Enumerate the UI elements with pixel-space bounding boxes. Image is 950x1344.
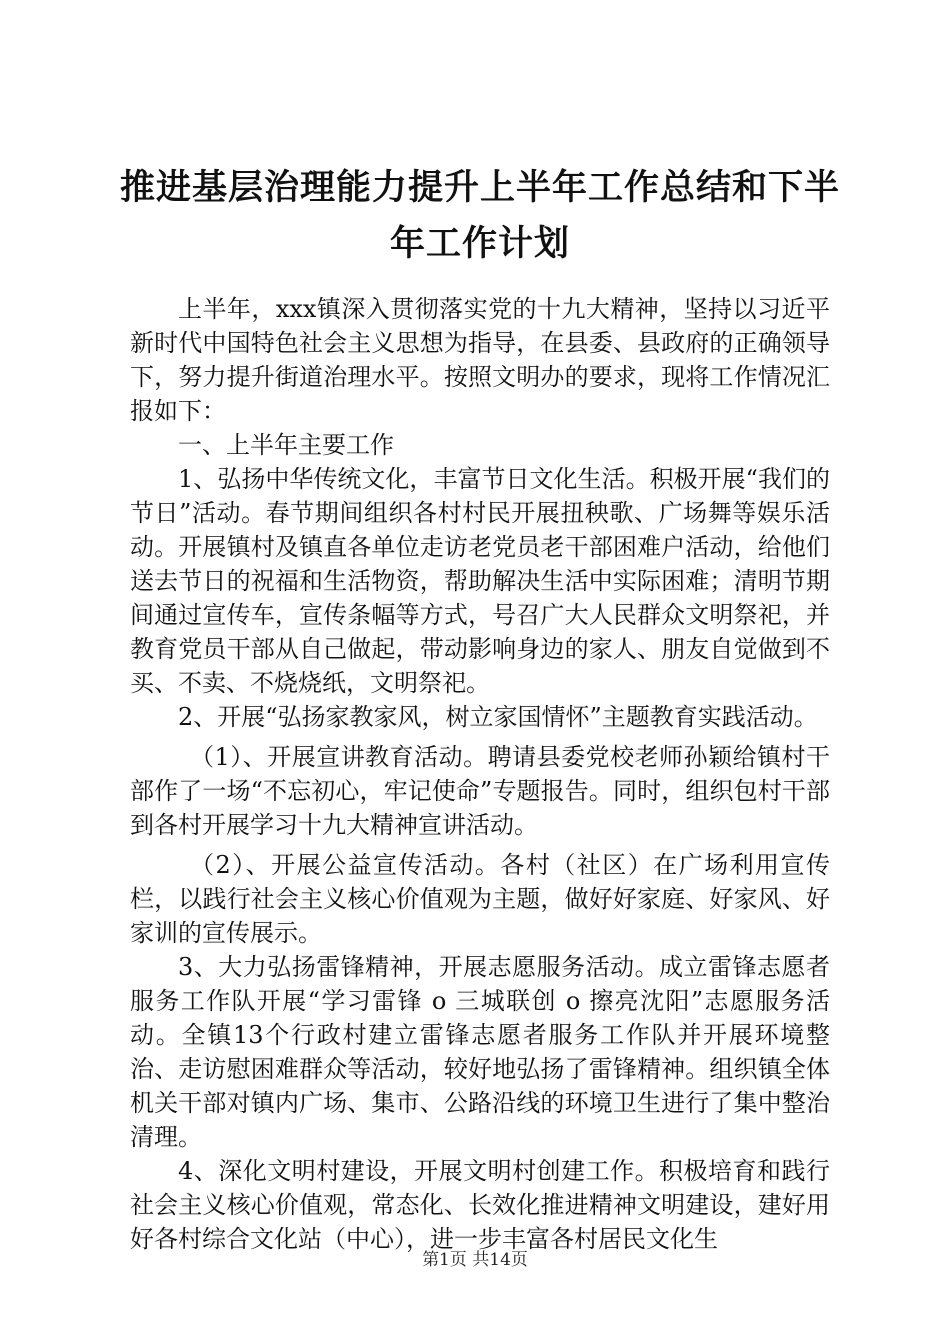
item-paragraph-1: 1、弘扬中华传统文化，丰富节日文化生活。积极开展“我们的节日”活动。春节期间组织各村村民开展扭秧歌、广场舞等娱乐活动。开展镇村及镇直各单位走访老党员老干部困难户活动，给他们送去节日的祝福和生活物资，帮助解决生活中实际困难；清明节期间通过宣传车，宣传条幅等方式，号召广大人民群众文明祭祀，并教育党员干部从自己做起，带动影响身边的家人、朋友自觉做到不买、不卖、不烧烧纸，文明祭祀。 [130,465,830,697]
item-paragraph-4: 4、深化文明村建设，开展文明村创建工作。积极培育和践行社会主义核心价值观，常态化、长效化推进精神文明建设，建好用好各村综合文化站（中心），进一步丰富各村居民文化生 [130,1157,830,1253]
sub-item-paragraph-1: （1）、开展宣讲教育活动。聘请县委党校老师孙颖给镇村干部作了一场“不忘初心，牢记使命”专题报告。同时，组织包村干部到各村开展学习十九大精神宣讲活动。 [130,743,830,839]
item-paragraph-3: 3、大力弘扬雷锋精神，开展志愿服务活动。成立雷锋志愿者服务工作队开展“学习雷锋 o 三城联创 o 擦亮沈阳”志愿服务活动。全镇13个行政村建立雷锋志愿者服务工作队并开展环境整治、走访慰困难群众等活动，较好地弘扬了雷锋精神。组织镇全体机关干部对镇内广场、集市、公路沿线的环境卫生进行了集中整治清理。 [130,953,830,1151]
item-paragraph-2: 2、开展“弘扬家教家风，树立家国情怀”主题教育实践活动。 [178,703,818,731]
intro-paragraph: 上半年，xxx镇深入贯彻落实党的十九大精神，坚持以习近平新时代中国特色社会主义思想为指导，在县委、县政府的正确领导下，努力提升街道治理水平。按照文明办的要求，现将工作情况汇报如下： [130,295,830,425]
page-number: 第1页 共14页 [422,1250,528,1270]
section-heading: 一、上半年主要工作 [178,431,394,459]
document-body [130,292,830,1256]
document-title: 推进基层治理能力提升上半年工作总结和下半年工作计划 [119,168,840,264]
sub-item-paragraph-2: （2）、开展公益宣传活动。各村（社区）在广场利用宣传栏，以践行社会主义核心价值观为主题，做好好家庭、好家风、好家训的宣传展示。 [130,851,830,947]
